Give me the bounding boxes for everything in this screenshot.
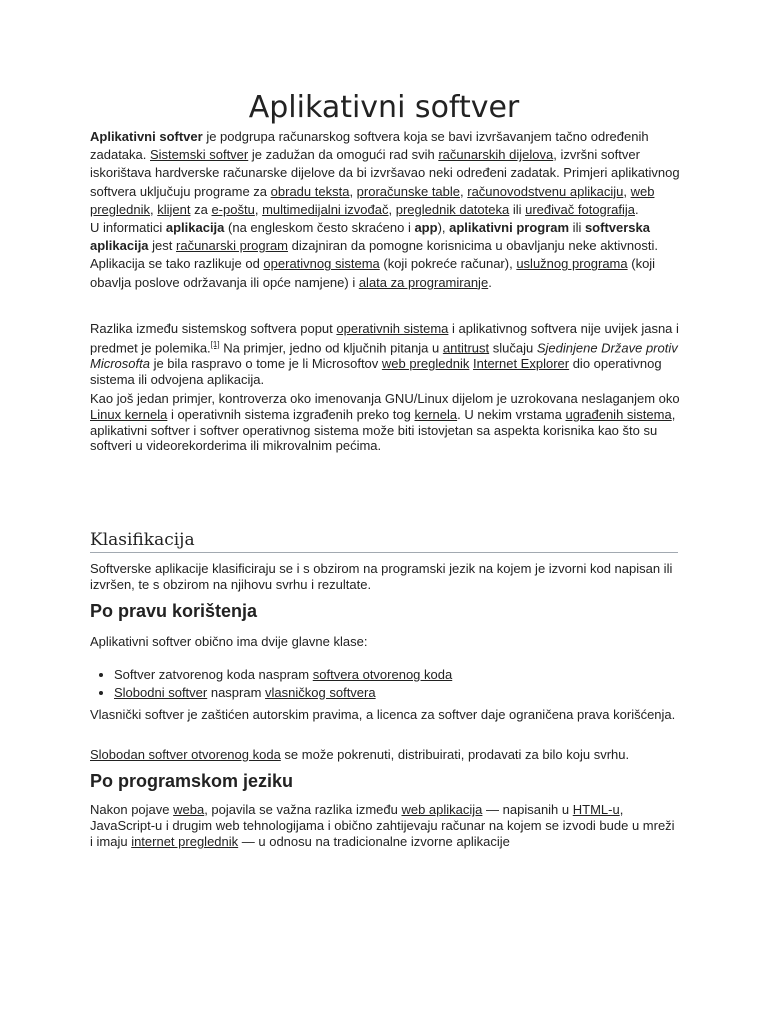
text: (koji pokreće računar), [379, 256, 517, 272]
list-item [114, 666, 680, 684]
text: , izvršni softver iskorištava hardverske računarske dijelove da bi izvršavao neki određeni zadatak. Primjeri aplikativnog softvera uključuju programe za [90, 147, 680, 199]
link-ugradjenih-sistema[interactable]: ugrađenih sistema [565, 406, 672, 422]
link-alata-za-programiranje[interactable]: alata za programiranje [358, 274, 489, 290]
link-operativnih-sistema[interactable]: operativnih sistema [336, 321, 449, 336]
link-antitrust[interactable]: antitrust [442, 340, 490, 356]
text: , aplikativni softver i softver operativnog sistema može biti istovjetan sa aspekta korisnika kao što su softveri u videorekorderima ili mikrovalnim pećima. [90, 406, 676, 454]
po-pravu-paragraph: Aplikativni softver obično ima dvije glavne klase: [90, 634, 368, 649]
link-html-u[interactable]: HTML-u [572, 802, 620, 817]
link-usluznog-programa[interactable]: uslužnog programa [516, 256, 628, 272]
link-racunovodstvenu-aplikaciju[interactable]: računovodstvenu aplikaciju [467, 183, 624, 199]
link-e-postu[interactable]: e-poštu [211, 201, 255, 217]
section-heading-po-pravu: Po pravu korištenja [90, 601, 258, 621]
text: ili [509, 201, 526, 217]
section-heading-klasifikacija: Klasifikacija [90, 530, 678, 553]
text: Nakon pojave [90, 802, 174, 817]
klasifikacija-block [90, 561, 680, 593]
text: , JavaScript-u i drugim web tehnologijama i obično zahtijevaju računar na kojem se izvodi bude u mreži i imaju [90, 802, 675, 849]
italic-term: Sjedinjene Države protiv Microsofta [90, 340, 678, 371]
link-uredjivac-fotografija[interactable]: uređivač fotografija [525, 201, 635, 217]
text: — u odnosu na tradicionalne izvorne aplikacije [238, 834, 510, 849]
text: . [488, 274, 492, 290]
text: , [623, 183, 631, 199]
text: U informatici [90, 220, 166, 236]
text: dizajniran da pomogne korisnicima u obavljanju neke aktivnosti. Aplikacija se tako razlikuje od [90, 238, 659, 272]
text: , [388, 201, 396, 217]
text: Na primjer, jedno od ključnih pitanja u [219, 340, 443, 356]
text: je zadužan da omogući rad svih [248, 147, 439, 163]
bold-term: app [414, 220, 438, 236]
link-linux-kernela[interactable]: Linux kernela [90, 406, 168, 422]
link-vlasnickog-softvera[interactable]: vlasničkog softvera [265, 685, 376, 700]
bold-term: aplikativni program [449, 220, 570, 236]
intro-paragraph-4 [90, 391, 680, 454]
link-weba[interactable]: weba [173, 802, 205, 817]
link-web-preglednik-2[interactable]: web preglednik [381, 355, 470, 371]
text: Razlika između sistemskog softvera poput [90, 321, 337, 336]
text: , [460, 183, 468, 199]
license-class-list [90, 666, 680, 702]
link-web-aplikacija[interactable]: web aplikacija [401, 802, 483, 817]
text: — napisanih u [482, 802, 573, 817]
reference-link[interactable]: [1] [210, 339, 220, 349]
link-multimedijalni-izvodjac[interactable]: multimedijalni izvođač [262, 201, 389, 217]
link-operativnog-sistema[interactable]: operativnog sistema [263, 256, 380, 272]
text: je podgrupa računarskog softvera koja se bavi izvršavanjem tačno određenih zadataka. [90, 129, 649, 163]
text: Softver zatvorenog koda naspram [114, 667, 313, 682]
po-pravu-intro [90, 633, 680, 651]
intro-paragraph-3 [90, 321, 680, 388]
intro-block-3 [90, 321, 680, 388]
intro-paragraph-1 [90, 128, 680, 219]
list-item [114, 684, 680, 702]
link-preglednik-datoteka[interactable]: preglednik datoteka [395, 201, 510, 217]
text: Kao još jedan primjer, kontroverza oko imenovanja GNU/Linux dijelom je uzrokovana neslaganjem oko [90, 391, 680, 406]
text: dio operativnog sistema ili odvojena aplikacija. [90, 355, 662, 387]
text: se može pokrenuti, distribuirati, prodavati za bilo koju svrhu. [280, 747, 630, 762]
text: za [190, 201, 212, 217]
section-heading-po-jeziku: Po programskom jeziku [90, 771, 294, 791]
link-sistemski-softver[interactable]: Sistemski softver [150, 147, 249, 163]
bold-term: softverska aplikacija [90, 220, 650, 254]
text: jest [148, 238, 177, 254]
text: , [254, 201, 263, 217]
link-klijent[interactable]: klijent [157, 201, 191, 217]
vlasnicki-paragraph: Vlasnički softver je zaštićen autorskim pravima, a licenca za softver daje ograničena prava korišćenja. [90, 707, 676, 722]
text: (koji obavlja poslove održavanja ili opće namjene) i [90, 256, 656, 290]
po-jeziku-paragraph [90, 802, 680, 850]
klasifikacija-paragraph: Softverske aplikacije klasificiraju se i s obzirom na programski jezik na kojem je izvorni kod napisan ili izvršen, te s obzirom na njihovu svrhu i rezultate. [90, 561, 673, 592]
bold-term: Aplikativni softver [90, 129, 203, 144]
po-pravu-list [90, 666, 680, 702]
slobodan-paragraph [90, 746, 680, 764]
text: (na engleskom često skraćeno i [224, 220, 415, 236]
link-internet-preglednik[interactable]: internet preglednik [131, 834, 239, 849]
text: . [634, 201, 639, 217]
text: slučaju [489, 340, 537, 356]
link-softvera-otvorenog-koda[interactable]: softvera otvorenog koda [312, 667, 453, 682]
intro-block-4 [90, 391, 680, 454]
text: , [150, 201, 158, 217]
intro-paragraph-2 [90, 219, 680, 292]
text: i operativnih sistema izgrađenih preko tog [167, 406, 415, 422]
text: . U nekim vrstama [457, 406, 566, 422]
text: , [349, 183, 357, 199]
intro-block-1 [90, 128, 680, 292]
link-slobodni-softver[interactable]: Slobodni softver [114, 685, 208, 700]
link-racunarskih-dijelova[interactable]: računarskih dijelova [438, 147, 554, 163]
po-pravu-block-3 [90, 746, 680, 764]
link-obradu-teksta[interactable]: obradu teksta [270, 183, 350, 199]
text: , pojavila se važna razlika između [204, 802, 402, 817]
text: je bila raspravo o tome je li Microsoftov [149, 355, 382, 371]
link-racunarski-program[interactable]: računarski program [176, 238, 289, 254]
text: i aplikativnog softvera nije uvijek jasna i predmet je polemika. [90, 321, 679, 356]
page-title: Aplikativni softver [248, 90, 520, 125]
po-jeziku-block [90, 802, 680, 850]
bold-term: aplikacija [165, 220, 225, 236]
po-pravu-block-2 [90, 707, 680, 723]
link-slobodan-softver-otvorenog-koda[interactable]: Slobodan softver otvorenog koda [90, 747, 281, 762]
link-kernela[interactable]: kernela [414, 406, 458, 422]
link-web-preglednik[interactable]: web preglednik [90, 183, 655, 217]
text: ili [569, 220, 585, 236]
link-internet-explorer[interactable]: Internet Explorer [472, 355, 570, 371]
link-proracunske-table[interactable]: proračunske table [356, 183, 461, 199]
text: ), [437, 220, 450, 236]
text: naspram [207, 685, 266, 700]
